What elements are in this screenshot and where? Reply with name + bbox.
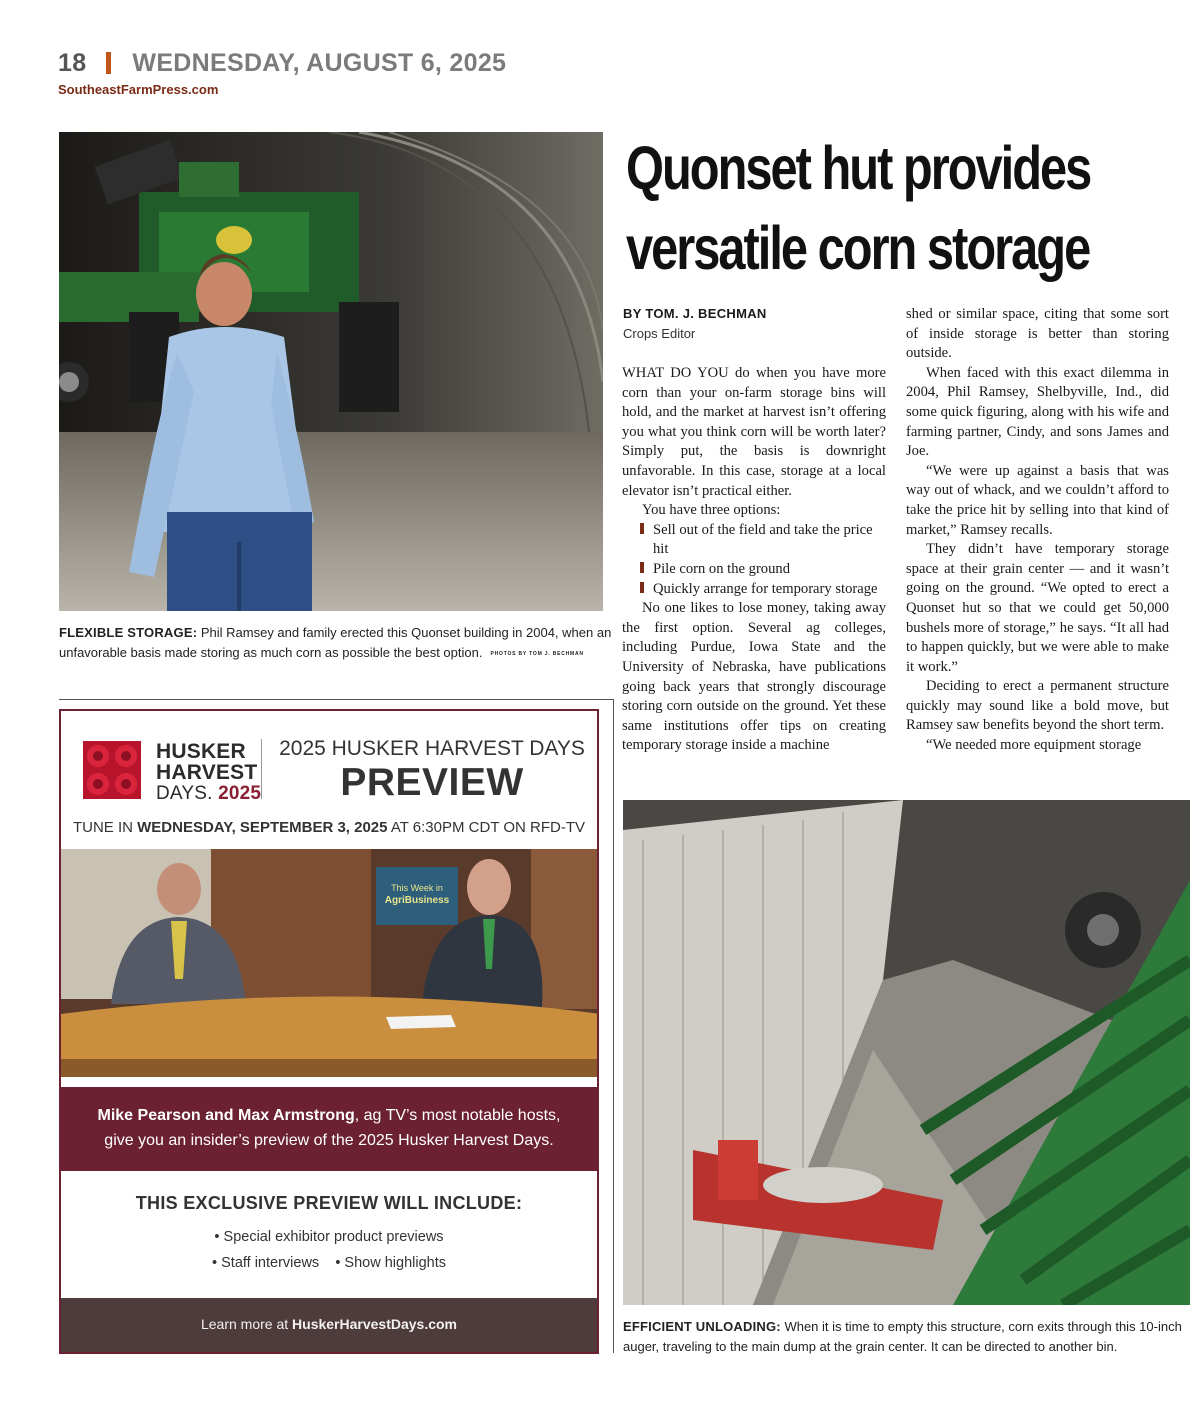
tv-screen-text: AgriBusiness bbox=[384, 895, 450, 906]
ad-website-link[interactable]: HuskerHarvestDays.com bbox=[292, 1316, 458, 1332]
band-line-2: give you an insider’s preview of the 2025 Husker Harvest Days. bbox=[104, 1132, 554, 1149]
ad-brand-name bbox=[156, 741, 261, 804]
brand-days: DAYS. bbox=[156, 783, 213, 804]
headline-line-1: Quonset hut provides bbox=[626, 134, 1091, 202]
photo-quonset-farmer bbox=[59, 132, 603, 611]
ad-list-row bbox=[61, 1255, 597, 1271]
tune-date: WEDNESDAY, SEPTEMBER 3, 2025 bbox=[137, 819, 388, 836]
photo1-caption bbox=[59, 623, 619, 664]
paragraph: shed or similar space, citing that some sort of inside storage is better than storing outside. bbox=[906, 306, 1169, 362]
bullet-item bbox=[622, 521, 886, 560]
paragraph: Deciding to erect a permanent structure quickly may sound like a bold move, but Ramsey saw benefits beyond the short term. bbox=[906, 678, 1169, 734]
ad-tune-in bbox=[61, 819, 597, 836]
page-number: 18 bbox=[58, 48, 87, 77]
bullet-text: Quickly arrange for temporary storage bbox=[653, 580, 878, 597]
bullet-marker bbox=[640, 562, 644, 573]
band-line-1 bbox=[61, 1103, 597, 1128]
photo1-caption-text: Phil Ramsey and family erected this Quonset building in 2004, when an unfavorable basis made storing as much corn as possible the best option. bbox=[59, 625, 612, 660]
paragraph: No one likes to lose money, taking away the first option. Several ag colleges, including Purdue, Iowa State and the University of Nebraska, have publications going back years that strongly discourage storing corn outside on the ground. Yet these same institutions offer tips on creating temporary storage inside a machine bbox=[622, 600, 886, 754]
issue-date: WEDNESDAY, AUGUST 6, 2025 bbox=[132, 48, 507, 77]
paragraph: When faced with this exact dilemma in 2004, Phil Ramsey, Shelbyville, Ind., did some quick figuring, along with his wife and farming partner, Cindy, and sons James and Joe. bbox=[906, 364, 1169, 460]
article-column-1 bbox=[622, 364, 886, 756]
article-headline bbox=[626, 128, 1091, 288]
ad-list-item: • Staff interviews bbox=[212, 1255, 320, 1271]
page-header bbox=[58, 46, 506, 80]
photo2-caption-label: EFFICIENT UNLOADING: bbox=[623, 1319, 781, 1334]
husker-harvest-days-logo-icon bbox=[83, 741, 141, 799]
bullet-marker bbox=[640, 582, 644, 593]
paragraph: WHAT DO YOU do when you have more corn than your on-farm storage bins will hold, and the market at harvest isn’t offering you what you think corn will be worth later? Simply put, the basis is downright unfavorable. In this case, storage at a local elevator isn’t practical either. bbox=[622, 365, 886, 499]
brand-year: 2025 bbox=[218, 783, 262, 804]
ad-kicker: 2025 HUSKER HARVEST DAYS bbox=[279, 737, 585, 760]
paragraph: “We were up against a basis that was way out of whack, and we couldn’t afford to take the price hit by selling into that kind of market,” Ramsey recalls. bbox=[906, 462, 1169, 538]
bullet-item bbox=[622, 580, 886, 600]
band-rest: , ag TV’s most notable hosts, bbox=[354, 1107, 561, 1124]
ad-list-item: • Show highlights bbox=[335, 1255, 446, 1271]
column-rule bbox=[613, 700, 614, 1353]
bullet-text: Pile corn on the ground bbox=[653, 560, 790, 577]
author-role: Crops Editor bbox=[623, 326, 696, 341]
paragraph: “We needed more equipment storage bbox=[926, 737, 1142, 754]
tune-suffix: AT 6:30PM CDT ON RFD-TV bbox=[387, 819, 586, 836]
band-hosts: Mike Pearson and Max Armstrong bbox=[97, 1107, 355, 1124]
ad-hosts-band bbox=[61, 1087, 597, 1171]
site-url[interactable]: SoutheastFarmPress.com bbox=[58, 82, 219, 97]
ad-footer bbox=[61, 1298, 597, 1354]
article-column-2 bbox=[906, 305, 1169, 756]
paragraph: They didn’t have temporary storage space at their grain center — and it wasn’t going on the ground. “We opted to erect a Quonset hut so that we could get 50,000 bushels more of storage,” he says. “It all had to happen quickly, but we were able to make it work.” bbox=[906, 541, 1169, 675]
bullet-text: Sell out of the field and take the price hit bbox=[653, 521, 873, 558]
ad-divider bbox=[261, 739, 262, 799]
paragraph: You have three options: bbox=[642, 502, 781, 519]
photo2-caption bbox=[623, 1317, 1190, 1357]
photo1-caption-label: FLEXIBLE STORAGE: bbox=[59, 625, 198, 640]
photo-credit: PHOTOS BY TOM J. BECHMAN bbox=[490, 650, 584, 657]
tv-screen-text: This Week in bbox=[391, 883, 443, 893]
byline: BY TOM. J. BECHMAN bbox=[623, 306, 767, 321]
ad-hosts-photo bbox=[61, 849, 599, 1077]
footer-prefix: Learn more at bbox=[200, 1316, 293, 1332]
brand-line bbox=[156, 783, 261, 804]
husker-harvest-days-ad[interactable] bbox=[59, 709, 599, 1354]
photo-auger-unloading bbox=[623, 800, 1190, 1305]
tune-prefix: TUNE IN bbox=[72, 819, 138, 836]
photo2-caption-text: When it is time to empty this structure, corn exits through this 10-inch auger, traveling to the main dump at the grain center. It can be directed to another bin. bbox=[623, 1319, 1182, 1354]
brand-line: HUSKER bbox=[156, 740, 246, 763]
ad-subhead: THIS EXCLUSIVE PREVIEW WILL INCLUDE: bbox=[135, 1193, 523, 1213]
headline-line-2: versatile corn storage bbox=[626, 214, 1090, 282]
ad-title: PREVIEW bbox=[340, 761, 524, 804]
bullet-item bbox=[622, 560, 886, 580]
bullet-marker bbox=[640, 523, 644, 534]
header-divider bbox=[106, 52, 111, 74]
brand-line: HARVEST bbox=[156, 761, 258, 784]
section-rule bbox=[59, 699, 614, 700]
ad-list-item: • Special exhibitor product previews bbox=[214, 1229, 444, 1245]
